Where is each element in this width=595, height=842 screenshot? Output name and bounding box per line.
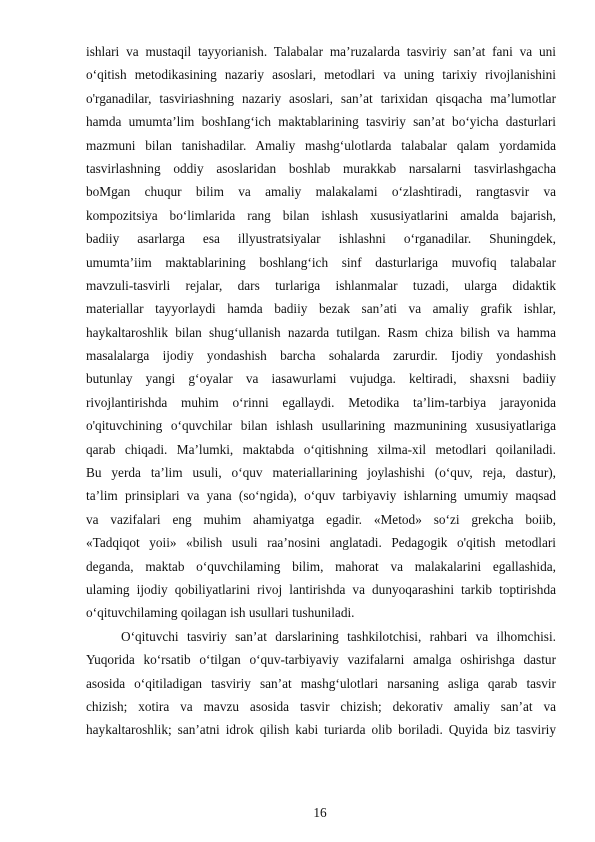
body-text — [86, 40, 556, 742]
text-line: ulaming ijodiy qobiliyatlarini rivoj lantirishda va dunyoqarashini tarkib toptirishda — [86, 581, 556, 597]
text-line: materiallar tayyorlaydi hamda badiiy bezak san’ati va amaliy grafik ishlar, — [86, 301, 556, 317]
text-line: deganda, maktab o‘quvchilaming bilim, mahorat va malakalarini egallashida, — [86, 558, 556, 574]
paragraph-first-line: O‘qituvchi tasviriy san’at darslarining tashkilotchisi, rahbari va ilhomchisi. — [121, 628, 556, 644]
text-line: haykaltaroshlik bilan shug‘ullanish nazarda tutilgan. Rasm chiza bilish va hamma — [86, 324, 556, 340]
text-line: rivojlantirishda muhim o‘rinni egallaydi. Metodika ta’lim-tarbiya jarayonida — [86, 394, 556, 410]
text-line: hamda umumta’lim boshIang‘ich maktablarining tasviriy san’at bo‘yicha dasturlari — [86, 114, 556, 130]
text-line: «Tadqiqot yoii» «bilish usuli raa’nosini anglatadi. Pedagogik o'qitish metodlari — [86, 535, 556, 551]
text-line: butunlay yangi g‘oyalar va iasawurlami vujudga. keltiradi, shaxsni badiiy — [86, 371, 556, 387]
text-line: chizish; xotira va mavzu asosida tasvir chizish; dekorativ amaliy san’at va — [86, 698, 556, 714]
text-line: o'rganadilar, tasviriashning nazariy asoslari, san’at tarixidan qisqacha ma’lumotlar — [86, 90, 556, 106]
text-line: va vazifalari eng muhim ahamiyatga egadir. «Metod» so‘zi grekcha boiib, — [86, 511, 556, 527]
text-line: mavzuli-tasvirli rejalar, dars turlariga ishlanmalar tuzadi, ularga didaktik — [86, 277, 556, 293]
text-line: haykaltaroshlik; san’atni idrok qilish kabi turiarda olib boriladi. Quyida biz tasviriy — [86, 722, 556, 738]
text-line: asosida o‘qitiladigan tasviriy san’at mashg‘ulotlari narsaning asliga qarab tasvir — [86, 675, 556, 691]
text-line: boMgan chuqur bilim va amaliy malakalami o‘zlashtiradi, rangtasvir va — [86, 184, 556, 200]
text-line: ishlari va mustaqil tayyorianish. Talabalar ma’ruzalarda tasviriy san’at fani va uni — [86, 44, 556, 59]
text-line: masalalarga ijodiy yondashish barcha sohalarda zarurdir. Ijodiy yondashish — [86, 348, 556, 364]
text-line: umumta’iim maktablarining boshlang‘ich sinf dasturlariga muvofiq talabalar — [86, 254, 556, 270]
text-line: Yuqorida ko‘rsatib o‘tilgan o‘quv-tarbiyaviy vazifalarni amalga oshirishga dastur — [86, 652, 556, 668]
text-line: qarab chiqadi. Ma’lumki, maktabda o‘qitishning xilma-xil metodlari qoilaniladi. — [86, 441, 556, 457]
text-line: tasvirlashning oddiy asoslaridan boshlab murakkab narsalarni tasvirlashgacha — [86, 160, 556, 176]
paragraph-end-line: o‘qituvchilaming qoilagan ish usullari tushuniladi. — [86, 605, 355, 621]
text-line: kompozitsiya bo‘limlarida rang bilan ishlash xususiyatlarini amalda bajarish, — [86, 207, 556, 223]
text-line: o'qituvchining o‘quvchilar bilan ishlash usullarining mazmunining xususiyatlariga — [86, 418, 556, 434]
page-number: 16 — [313, 805, 327, 820]
text-line: badiiy asarlarga esa illyustratsiyalar ishlashni o‘rganadilar. Shuningdek, — [86, 231, 556, 247]
text-line: ta’lim prinsiplari va yana (so‘ngida), o‘quv tarbiyaviy ishlarning umumiy maqsad — [86, 488, 556, 504]
text-line: o‘qitish metodikasining nazariy asoslari, metodlari va uning tarixiy rivojlanishini — [86, 67, 556, 83]
text-line: mazmuni bilan tanishadilar. Amaliy mashg‘ulotlarda talabalar qalam yordamida — [86, 137, 556, 153]
text-line: Bu yerda ta’lim usuli, o‘quv materiallarining joylashishi (o‘quv, reja, dastur), — [86, 465, 556, 481]
